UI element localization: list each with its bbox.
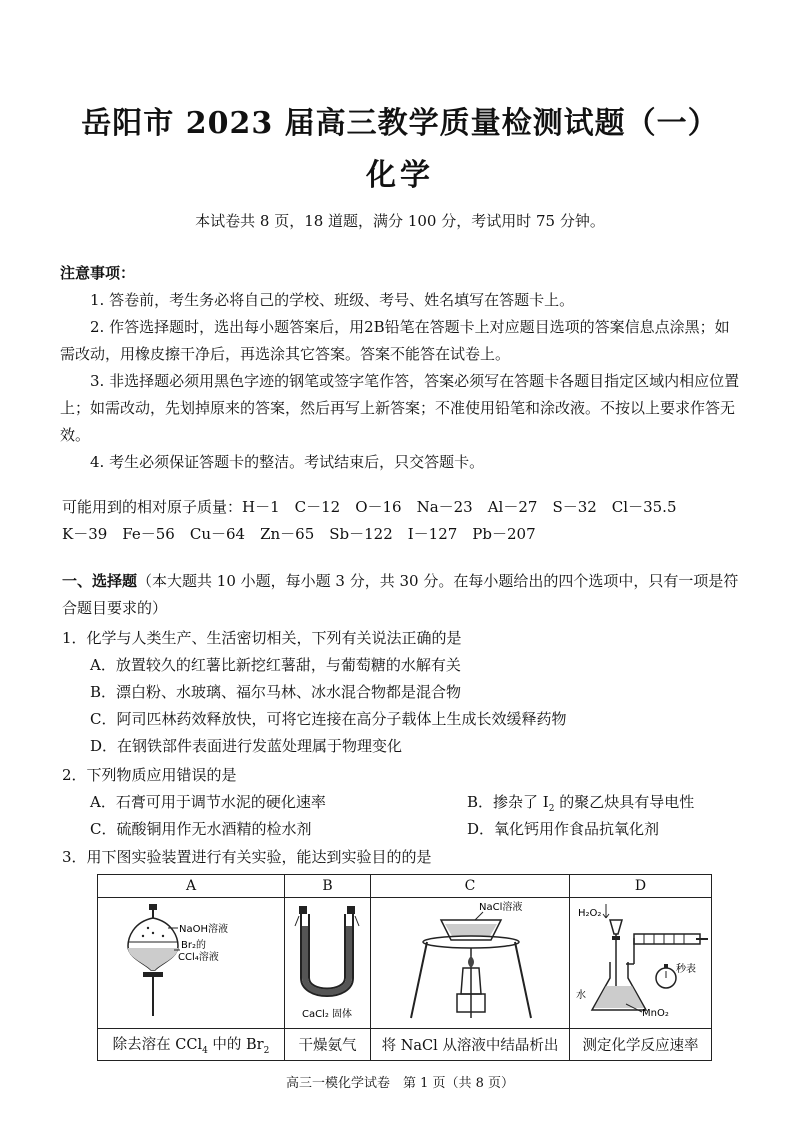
- caption-a-pre: 除去溶在 CCl: [112, 1037, 203, 1054]
- q1-stem: 1．化学与人类生产、生活密切相关，下列有关说法正确的是: [62, 629, 462, 647]
- q1-option-c: C．阿司匹林药效释放快，可将它连接在高分子载体上生成长效缓释药物: [90, 710, 567, 728]
- col-header-b: B: [285, 875, 371, 898]
- label-cacl2: CaCl₂ 固体: [301, 1009, 353, 1020]
- apparatus-c-cell: [371, 898, 570, 1029]
- note-3: 3. 非选择题必须用黑色字迹的钢笔或签字笔作答，答案必须写在答题卡各题目指定区域内相应位置上；如需改动，先划掉原来的答案，然后再写上新答案；不准使用铅笔和涂改液。不按以上要求作答无效。: [60, 372, 740, 444]
- reaction-rate-diagram: [570, 898, 711, 1024]
- label-mno2: MnO₂: [642, 1008, 669, 1019]
- col-header-a: A: [98, 875, 285, 898]
- q1-option-d: D．在钢铁部件表面进行发蓝处理属于物理变化: [90, 737, 403, 755]
- section-1-title: 一、选择题: [62, 572, 138, 590]
- q2-option-b-post: 的聚乙炔具有导电性: [554, 793, 695, 811]
- apparatus-a-cell: [98, 898, 285, 1029]
- caption-a-sub2: 2: [263, 1045, 270, 1056]
- separatory-funnel-diagram: [98, 898, 284, 1024]
- caption-a-sub: 4: [202, 1045, 208, 1056]
- label-stopwatch: 秒表: [676, 964, 696, 975]
- apparatus-b-cell: [285, 898, 371, 1029]
- caption-a: [98, 1029, 285, 1061]
- label-naoh: NaOH溶液: [179, 924, 228, 935]
- note-1: 1. 答卷前，考生务必将自己的学校、班级、考号、姓名填写在答题卡上。: [90, 291, 575, 309]
- u-tube-diagram: [285, 898, 370, 1024]
- caption-a-mid: 中的 Br: [207, 1037, 264, 1054]
- label-h2o2: H₂O₂: [578, 908, 602, 919]
- label-nacl: NaCl溶液: [479, 902, 523, 913]
- note-4: 4. 考生必须保证答题卡的整洁。考试结束后，只交答题卡。: [90, 453, 485, 471]
- evaporation-diagram: [371, 898, 569, 1024]
- q2-option-b-pre: B．掺杂了 I: [467, 793, 549, 811]
- col-header-c: C: [371, 875, 570, 898]
- label-ccl4: CCl₄溶液: [178, 952, 219, 963]
- subject-title: 化学: [366, 158, 434, 193]
- caption-b: 干燥氨气: [285, 1029, 371, 1061]
- label-water: 水: [576, 990, 586, 1001]
- q1-option-b: B．漂白粉、水玻璃、福尔马林、冰水混合物都是混合物: [90, 683, 462, 701]
- exam-info: 本试卷共 8 页，18 道题，满分 100 分，考试用时 75 分钟。: [195, 212, 605, 230]
- section-1-header: [62, 568, 752, 622]
- note-2: 2. 作答选择题时，选出每小题答案后，用2B铅笔在答题卡上对应题目选项的答案信息点涂黑；如需改动，用橡皮擦干净后，再选涂其它答案。答案不能答在试卷上。: [60, 318, 730, 363]
- q2-option-b: [467, 791, 694, 814]
- q3-stem: 3．用下图实验装置进行有关实验，能达到实验目的的是: [62, 848, 432, 866]
- q2-stem: 2．下列物质应用错误的是: [62, 766, 237, 784]
- apparatus-d-cell: [570, 898, 712, 1029]
- label-br2: Br₂的: [181, 940, 206, 951]
- page-title: 岳阳市 2023 届高三教学质量检测试题（一）: [81, 106, 719, 141]
- section-1-desc: （本大题共 10 小题，每小题 3 分，共 30 分。在每小题给出的四个选项中，只有一项是符合题目要求的）: [62, 572, 739, 617]
- q2-option-d: D．氧化钙用作食品抗氧化剂: [467, 820, 660, 838]
- q2-option-c: C．硫酸铜用作无水酒精的检水剂: [90, 820, 312, 838]
- q2-option-b-sub: 2: [548, 804, 555, 814]
- caption-d: 测定化学反应速率: [570, 1029, 712, 1061]
- q2-option-a: A．石膏可用于调节水泥的硬化速率: [90, 793, 326, 811]
- q1-option-a: A．放置较久的红薯比新挖红薯甜，与葡萄糖的水解有关: [90, 656, 461, 674]
- notes-heading: 注意事项：: [60, 264, 136, 282]
- caption-c: 将 NaCl 从溶液中结晶析出: [371, 1029, 570, 1061]
- col-header-d: D: [570, 875, 712, 898]
- experiment-table: [97, 874, 712, 1061]
- atomic-masses-line-2: K－39 Fe－56 Cu－64 Zn－65 Sb－122 I－127 Pb－207: [62, 525, 536, 543]
- page-footer: 高三一模化学试卷 第 1 页（共 8 页）: [285, 1076, 515, 1091]
- atomic-masses-line-1: 可能用到的相对原子质量：H－1 C－12 O－16 Na－23 Al－27 S－32 Cl－35.5: [62, 498, 677, 516]
